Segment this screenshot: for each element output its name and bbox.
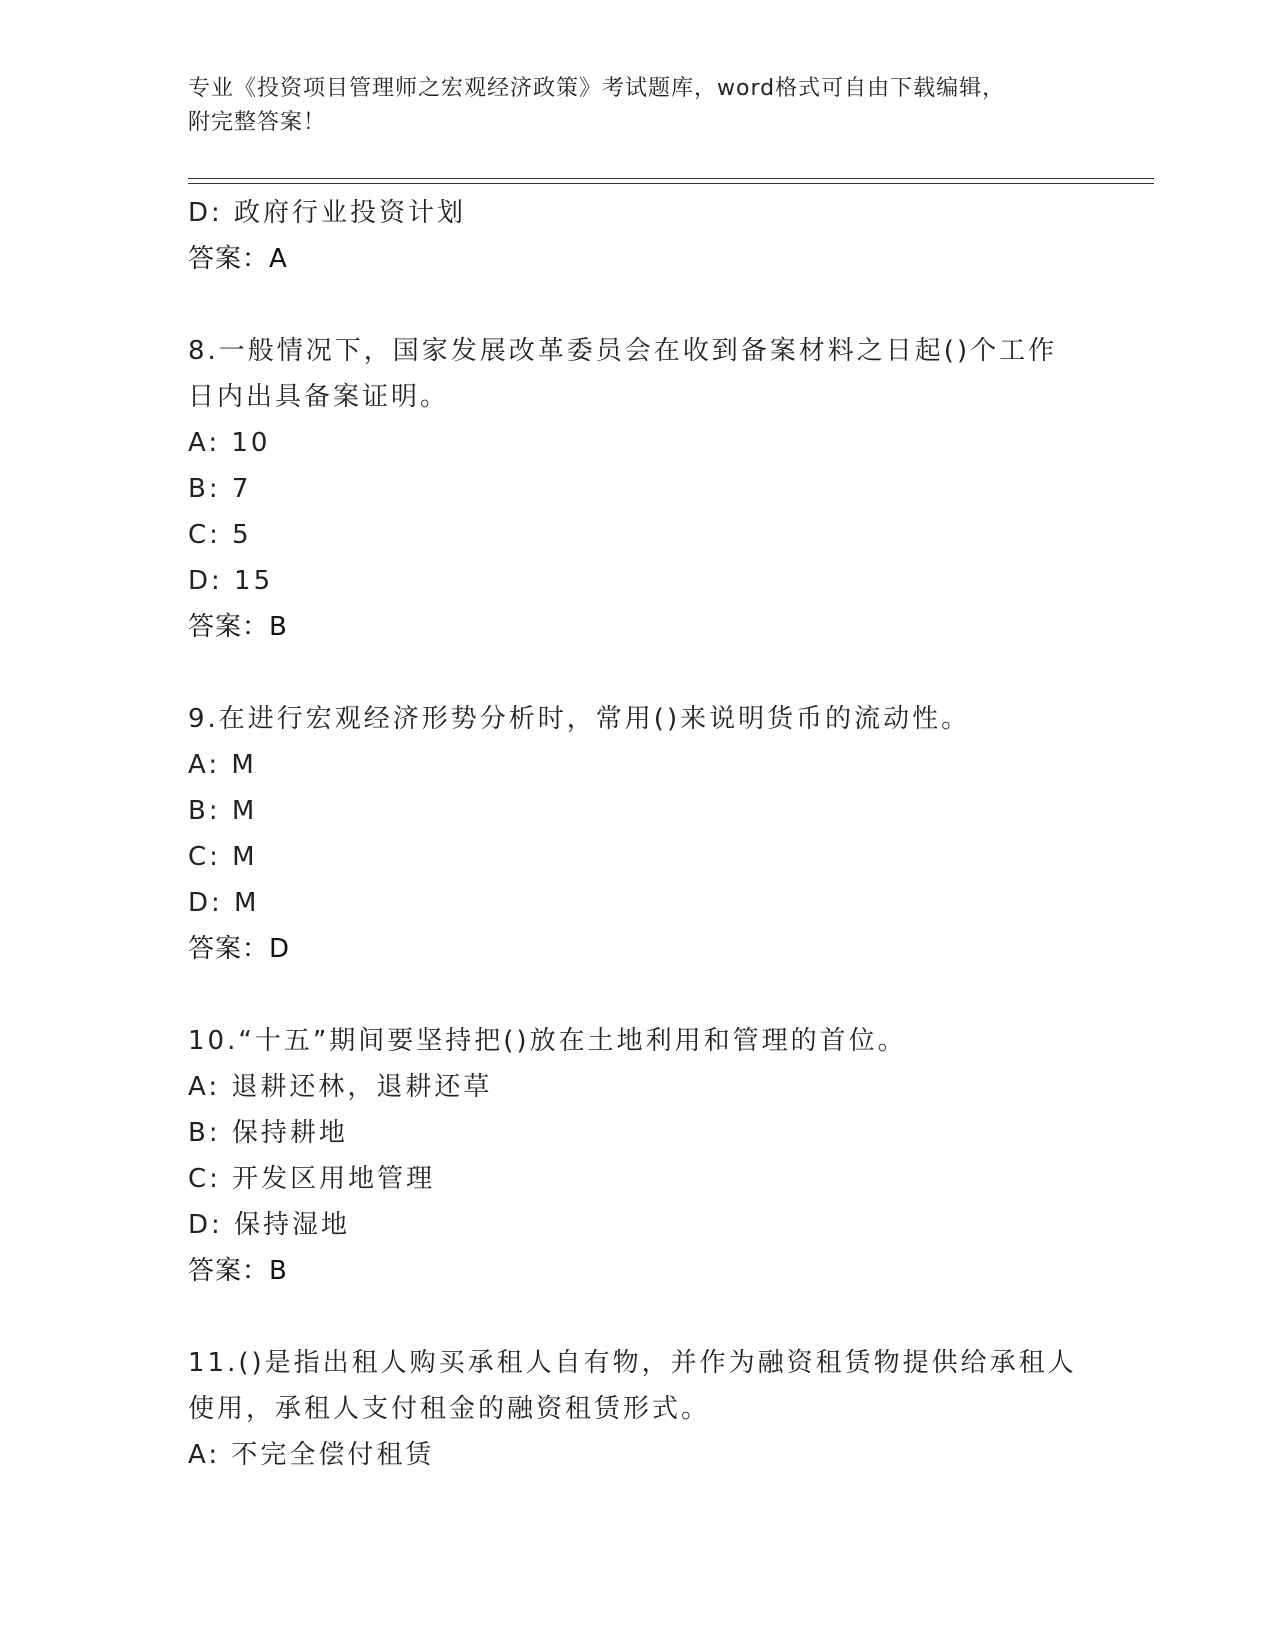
spacer xyxy=(188,282,1088,328)
question-text: 10.“十五”期间要坚持把()放在土地利用和管理的首位。 xyxy=(188,1026,907,1056)
option-a: A: 10 xyxy=(188,428,271,458)
option-c: C: 开发区用地管理 xyxy=(188,1164,436,1194)
spacer xyxy=(188,650,1088,696)
page-header xyxy=(188,72,1088,140)
header-divider-top xyxy=(188,178,1154,179)
header-line-1: 专业《投资项目管理师之宏观经济政策》考试题库，word格式可自由下载编辑， xyxy=(188,76,1006,101)
answer-line: 答案：D xyxy=(188,934,291,964)
question-text: 9.在进行宏观经济形势分析时，常用()来说明货币的流动性。 xyxy=(188,704,971,734)
header-divider-bottom xyxy=(188,183,1154,184)
option-b: B: 保持耕地 xyxy=(188,1118,348,1148)
option-b: B: M xyxy=(188,796,258,826)
option-c: C: M xyxy=(188,842,258,872)
question-11 xyxy=(188,1340,1088,1478)
question-text: 8.一般情况下，国家发展改革委员会在收到备案材料之日起()个工作 xyxy=(188,336,1058,366)
option-a: A: 不完全偿付租赁 xyxy=(188,1440,435,1470)
question-text-cont: 使用，承租人支付租金的融资租赁形式。 xyxy=(188,1394,711,1424)
question-text: 11.()是指出租人购买承租人自有物，并作为融资租赁物提供给承租人 xyxy=(188,1348,1077,1378)
spacer xyxy=(188,972,1088,1018)
answer-line: 答案：B xyxy=(188,1256,288,1286)
option-a: A: M xyxy=(188,750,257,780)
question-8 xyxy=(188,328,1088,650)
option-d: D: M xyxy=(188,888,260,918)
option-a: A: 退耕还林，退耕还草 xyxy=(188,1072,493,1102)
option-d: D: 保持湿地 xyxy=(188,1210,351,1240)
option-b: B: 7 xyxy=(188,474,252,504)
answer-line: 答案：B xyxy=(188,612,288,642)
header-line-2: 附完整答案！ xyxy=(188,110,327,135)
option-c: C: 5 xyxy=(188,520,252,550)
question-10 xyxy=(188,1018,1088,1294)
question-9 xyxy=(188,696,1088,972)
question-list xyxy=(188,190,1088,1478)
question-text-cont: 日内出具备案证明。 xyxy=(188,382,450,412)
spacer xyxy=(188,1294,1088,1340)
option-d: D: 15 xyxy=(188,566,274,596)
answer-line: 答案：A xyxy=(188,244,288,274)
option-d: D: 政府行业投资计划 xyxy=(188,198,467,228)
question-7-tail xyxy=(188,190,1088,282)
